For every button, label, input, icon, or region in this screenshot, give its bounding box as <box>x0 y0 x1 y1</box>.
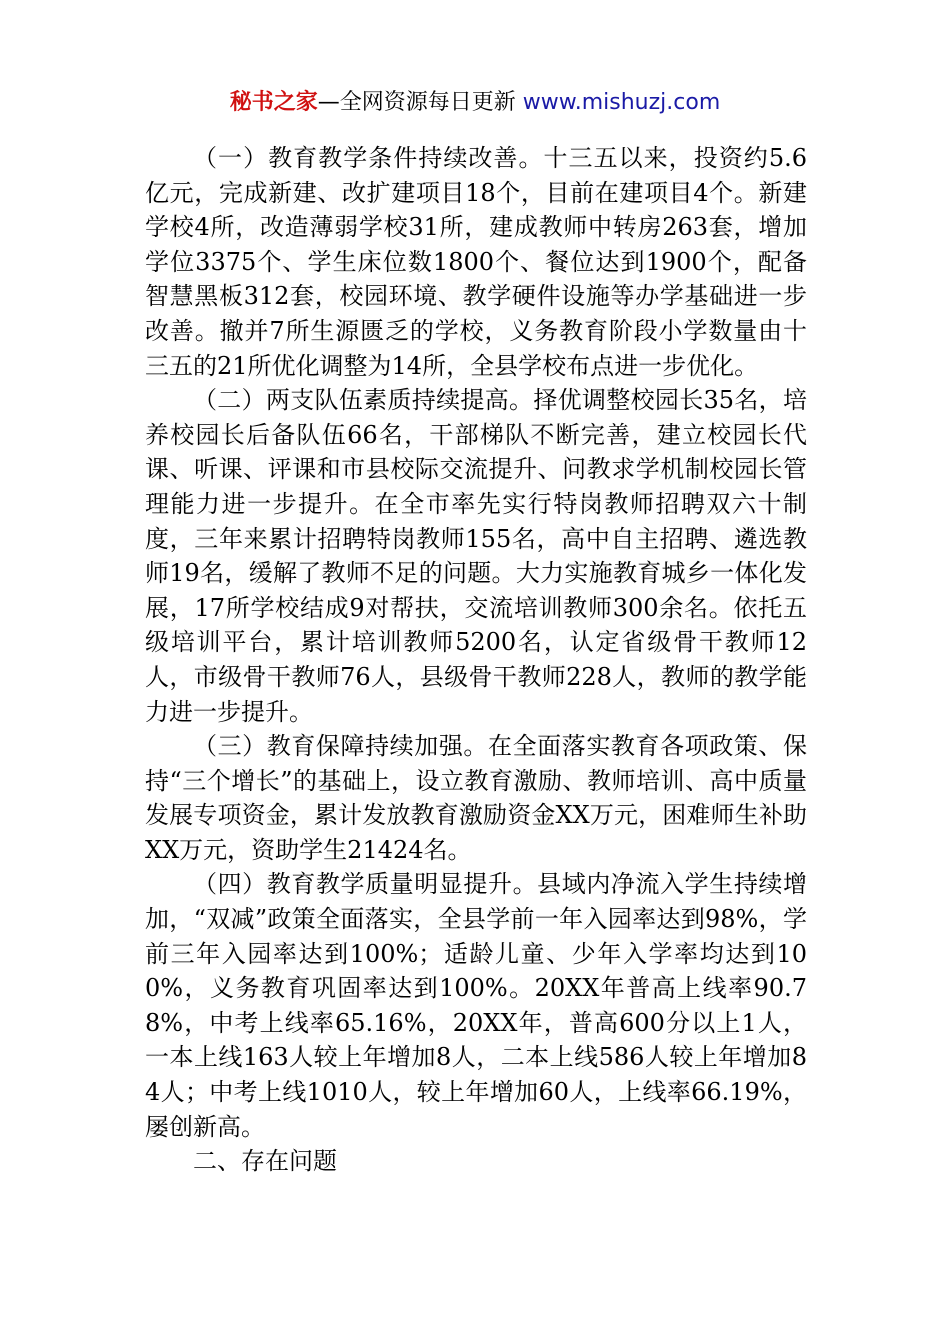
header-slogan: —全网资源每日更新 <box>317 90 516 115</box>
paragraph-education-support: （三）教育保障持续加强。在全面落实教育各项政策、保持“三个增长”的基础上，设立教育激励、教师培训、高中质量发展专项资金，累计发放教育激励资金XX万元，困难师生补助XX万元，资助学生21424名。 <box>145 732 807 864</box>
section-heading: 二、存在问题 <box>193 1147 337 1176</box>
brand-name: 秘书之家 <box>229 90 318 115</box>
site-header <box>0 86 950 120</box>
paragraph-education-conditions: （一）教育教学条件持续改善。十三五以来，投资约5.6亿元，完成新建、改扩建项目18个，目前在建项目4个。新建学校4所，改造薄弱学校31所，建成教师中转房263套，增加学位3375个、学生床位数1800个、餐位达到1900个，配备智慧黑板312套，校园环境、教学硬件设施等办学基础进一步改善。撤并7所生源匮乏的学校，义务教育阶段小学数量由十三五的21所优化调整为14所，全县学校布点进一步优化。 <box>145 144 807 380</box>
site-url[interactable]: www.mishuzj.com <box>522 90 721 115</box>
paragraph-teacher-quality: （二）两支队伍素质持续提高。择优调整校园长35名，培养校园长后备队伍66名，干部梯队不断完善，建立校园长代课、听课、评课和市县校际交流提升、问教求学机制校园长管理能力进一步提升。在全市率先实行特岗教师招聘双六十制度，三年来累计招聘特岗教师155名，高中自主招聘、遴选教师19名，缓解了教师不足的问题。大力实施教育城乡一体化发展，17所学校结成9对帮扶，交流培训教师300余名。依托五级培训平台，累计培训教师5200名，认定省级骨干教师12人，市级骨干教师76人，县级骨干教师228人，教师的教学能力进一步提升。 <box>145 386 807 726</box>
paragraph-teaching-quality: （四）教育教学质量明显提升。县域内净流入学生持续增加，“双减”政策全面落实，全县学前一年入园率达到98%，学前三年入园率达到100%；适龄儿童、少年入学率均达到100%，义务教育巩固率达到100%。20XX年普高上线率90.78%，中考上线率65.16%，20XX年，普高600分以上1人，一本上线163人较上年增加8人，二本上线586人较上年增加84人；中考上线1010人，较上年增加60人，上线率66.19%，屡创新高。 <box>145 870 807 1141</box>
document-body <box>145 141 807 1179</box>
